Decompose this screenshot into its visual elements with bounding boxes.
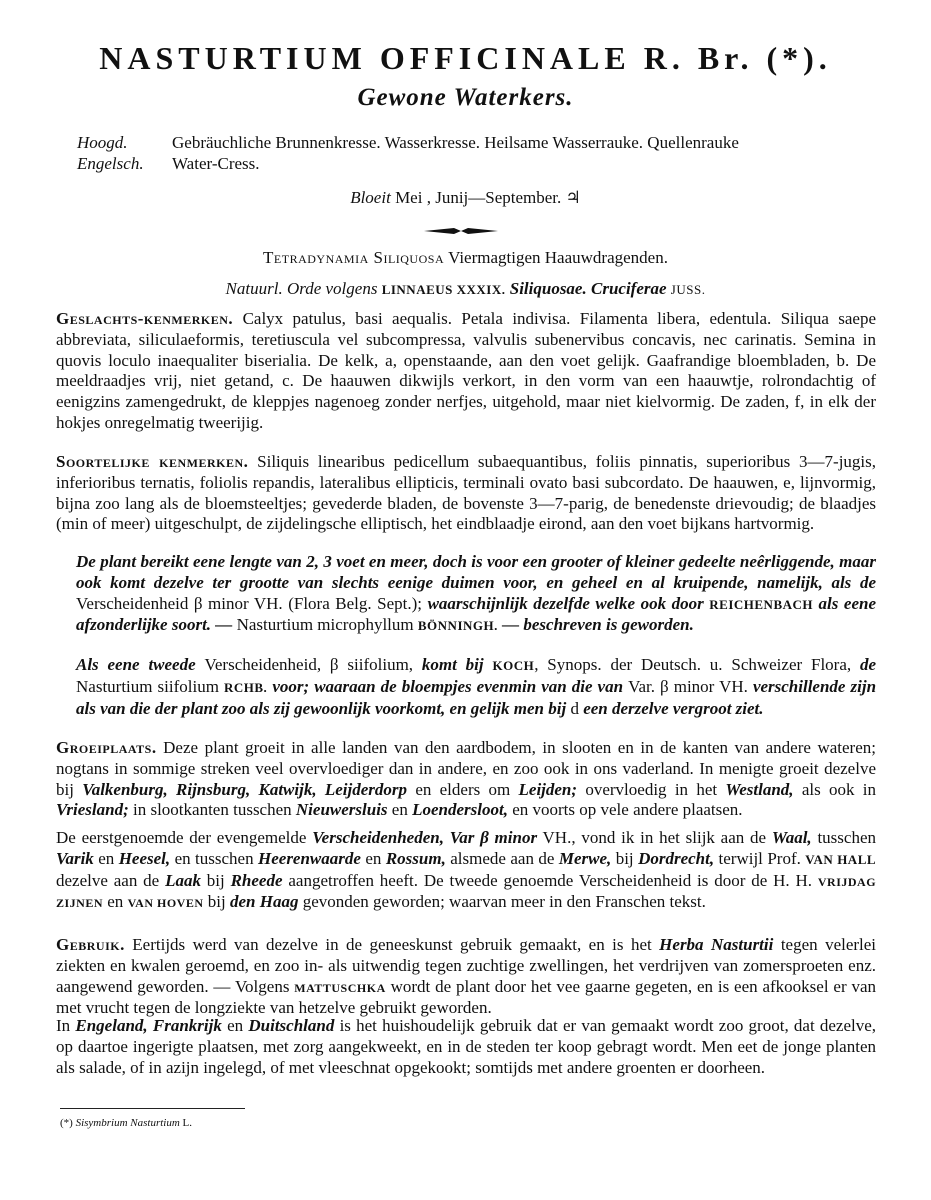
groeiplaats-varieties: De eerstgenoemde der evengemelde Verscheidenheden, Var β minor VH., vond ik in het slijk aan de Waal, tusschen Varik en Heesel, en tusschen Heerenwaarde en Rossum, alsmede aan de Merwe, bij Dordrecht, terwijl Prof. VAN HALL dezelve aan de Laak bij Rheede aangetroffen heeft. De tweede genoemde Verscheidenheid is door de H. H. VRIJDAG ZIJNEN en VAN HOVEN bij den Haag gevonden geworden; waarvan meer in den Franschen tekst. [56, 828, 877, 912]
natural-order: Natuurl. Orde volgens LINNAEUS XXXIX. Siliquosae. Cruciferae JUSS. [225, 279, 706, 298]
geslachts-kenmerken: Geslachts-kenmerken. Calyx patulus, basi aequalis. Petala indivisa. Filamenta libera, edentula. Siliqua saepe abbreviata, siliculaeformis, teretiuscula vel subcompressa, valvulis subenervibus concavis, nec carinatis. Semina in quovis loculo inaequaliter biserialia. De kelk, a, openstaande, aan den voet gelijk. Gaafrandige bloembladen, b. De meeldraadjes vrij, niet getand, c. De haauwen dikwijls verkort, in den vorm van een haauwtje, rolrondachtig of eenigzins zamengedrukt, de kleppjes nagenoeg zonder nerfjes, uitgehold, maar niet kielvormig. De zaden, f, in elk der hokjes onregelmatig tweerijig. [56, 309, 876, 432]
plant-note-1: De plant bereikt eene lengte van 2, 3 voet en meer, doch is voor een grooter of kleiner gedeelte neêrliggende, maar ook komt dezelve ter grootte van slechts eenige duimen voor, en geheel en al kruipende, namelijk, als de Verscheidenheid β minor VH. (Flora Belg. Sept.); waarschijnlijk dezelfde welke ook door REICHENBACH als eene afzonderlijke soort. — Nasturtium microphyllum BÖNNINGH. — beschreven is geworden. [76, 552, 877, 635]
plant-note-2: Als eene tweede Verscheidenheid, β siifolium, komt bij KOCH, Synops. der Deutsch. u. Schweizer Flora, de Nasturtium siifolium RCHB. voor; waaraan de bloempjes evenmin van die van Var. β minor VH. verschillende zijn als van die der plant zoo als zij gewoonlijk voorkomt, en gelijk men bij d een derzelve vergroot ziet. [76, 655, 877, 718]
engelsch-names: Water-Cress. [172, 154, 260, 173]
page-title: NASTURTIUM OFFICINALE R. Br. (*). [99, 40, 832, 76]
footnote: (*) Sisymbrium Nasturtium L. [60, 1117, 193, 1129]
perennial-symbol: ♃ [565, 188, 581, 207]
groeiplaats: Groeiplaats. Deze plant groeit in alle landen van den aardbodem, in slooten en in de kanten van andere wateren; nogtans in sommige streken veel overvloediger dan in andere, en zoo ook in ons vaderland. In menigte groeit dezelve bij Valkenburg, Rijnsburg, Katwijk, Leijderdorp en elders om Leijden; overvloedig in het Westland, als ook in Vriesland; in slootkanten tusschen Nieuwersluis en Loendersloot, en voorts op vele andere plaatsen. [56, 738, 877, 820]
soortelijke-kenmerken: Soortelijke kenmerken. Siliquis linearibus pedicellum subaequantibus, foliis pinnatis, superioribus 3—7-jugis, inferioribus ternatis, foliolis repandis, lateralibus ellipticis, terminali ovato basi subcordato. De haauwen, e, lijnvormig, bijna zoo lang als de bloemsteeltjes; gevederde bladen, de bovenste 3—7-parig, de benedenste drievoudig; de blaadjes (min of meer) uitgeschulpt, de zijdelingsche elliptisch, het eindblaadje eirond, aan den voet bijkans hartvormig. [56, 452, 877, 534]
gebruik: Gebruik. Eertijds werd van dezelve in de geneeskunst gebruik gemaakt, en is het Herba Nasturtii tegen velerlei ziekten en kwalen geroemd, en zoo in- als uitwendig tegen zuchtige zwellingen, het verdrijven van zomersproeten enz. aangewend geworden. — Volgens MATTUSCHKA wordt de plant door het vee gaarne gegeten, en is een afkooksel er van met vrucht tegen de longziekte van hetzelve gebruikt geworden. [56, 935, 877, 1018]
engelsch-label: Engelsch. [77, 154, 144, 173]
hoogd-label: Hoogd. [77, 133, 128, 152]
gebruik-household: In Engeland, Frankrijk en Duitschland is het huishoudelijk gebruik dat er van gemaakt wordt zoo groot, dat dezelve, op daartoe ingerigte plaatsen, met zorg aangekweekt, en in de steden ter koop gebragt wordt. Men eet de jonge planten als salade, of in azijn ingelegd, of met vleeschnat opgekookt; somtijds met andere groenten er doorheen. [56, 1016, 877, 1077]
ornament-divider [424, 227, 498, 235]
linnaean-class: Tetradynamia Siliquosa Viermagtigen Haauwdragenden. [263, 248, 668, 267]
page-subtitle: Gewone Waterkers. [357, 84, 574, 111]
footnote-rule [60, 1108, 245, 1109]
hoogd-names: Gebräuchliche Brunnenkresse. Wasserkresse. Heilsame Wasserrauke. Quellenrauke [172, 133, 739, 152]
flowering-line: Bloeit Mei , Junij—September. ♃ [350, 188, 581, 207]
